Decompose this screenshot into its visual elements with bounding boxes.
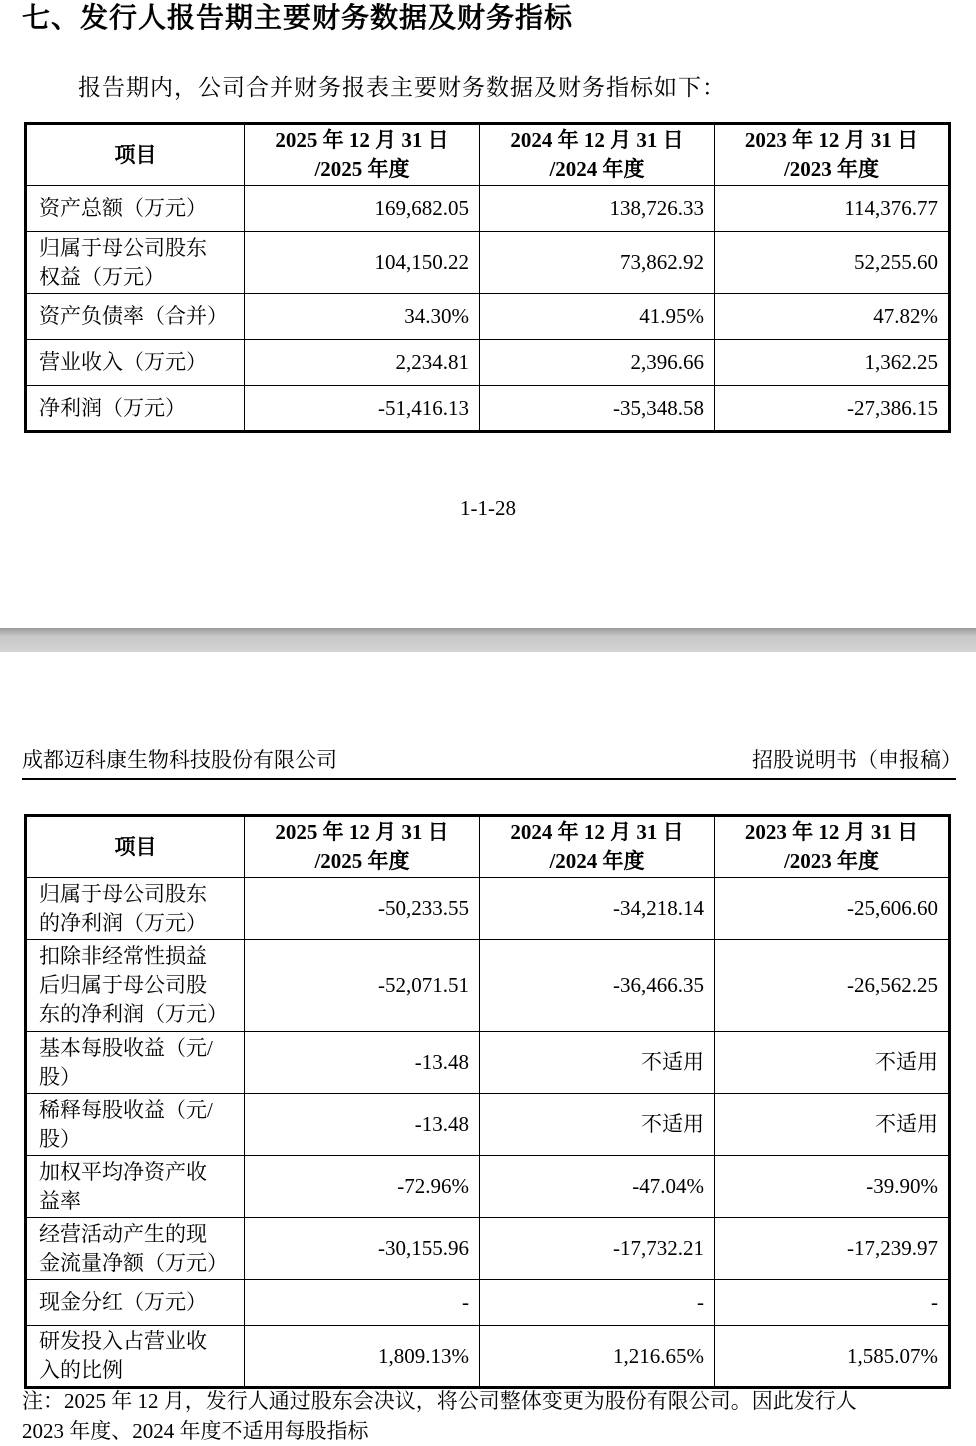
header-col-2024: 2024 年 12 月 31 日 /2024 年度: [480, 124, 715, 186]
header-item: 项目: [26, 124, 245, 186]
table-row: [26, 1280, 950, 1326]
row-value-2024: 2,396.66: [480, 340, 715, 386]
header-rule: [22, 778, 956, 780]
row-label: 归属于母公司股东 权益（万元）: [26, 232, 245, 294]
row-label: 资产负债率（合并）: [26, 294, 245, 340]
row-value-2025: -52,071.51: [245, 940, 480, 1032]
row-label: 研发投入占营业收 入的比例: [26, 1326, 245, 1388]
row-value-2025: 2,234.81: [245, 340, 480, 386]
row-value-2025: -: [245, 1280, 480, 1326]
row-value-2023: -: [715, 1280, 950, 1326]
header-col-2023: 2023 年 12 月 31 日 /2023 年度: [715, 124, 950, 186]
row-value-2025: 34.30%: [245, 294, 480, 340]
row-label: 加权平均净资产收 益率: [26, 1156, 245, 1218]
header-company-name: 成都迈科康生物科技股份有限公司: [22, 748, 337, 772]
row-label: 营业收入（万元）: [26, 340, 245, 386]
table-header-row: [26, 816, 950, 878]
row-value-2023: 47.82%: [715, 294, 950, 340]
table-row: [26, 1094, 950, 1156]
row-value-2023: 114,376.77: [715, 186, 950, 232]
row-value-2023: -25,606.60: [715, 878, 950, 940]
row-value-2025: -50,233.55: [245, 878, 480, 940]
row-value-2023: 52,255.60: [715, 232, 950, 294]
row-value-2023: 不适用: [715, 1094, 950, 1156]
page-number: 1-1-28: [460, 496, 516, 520]
row-value-2024: -: [480, 1280, 715, 1326]
row-value-2024: 不适用: [480, 1094, 715, 1156]
row-label: 稀释每股收益（元/ 股）: [26, 1094, 245, 1156]
table-row: [26, 386, 950, 432]
financial-table-part-2: [24, 814, 951, 1389]
table-row: [26, 1156, 950, 1218]
table-row: [26, 232, 950, 294]
row-value-2024: 73,862.92: [480, 232, 715, 294]
row-label: 现金分红（万元）: [26, 1280, 245, 1326]
row-value-2025: -13.48: [245, 1032, 480, 1094]
row-value-2024: -34,218.14: [480, 878, 715, 940]
row-value-2023: -26,562.25: [715, 940, 950, 1032]
table-row: [26, 186, 950, 232]
row-value-2024: 不适用: [480, 1032, 715, 1094]
row-label: 净利润（万元）: [26, 386, 245, 432]
intro-text: 报告期内，公司合并财务报表主要财务数据及财务指标如下：: [78, 75, 726, 100]
header-doc-type: 招股说明书（申报稿）: [752, 748, 962, 772]
table-row: [26, 878, 950, 940]
table-header-row: [26, 124, 950, 186]
header-col-2024: 2024 年 12 月 31 日 /2024 年度: [480, 816, 715, 878]
row-value-2025: -51,416.13: [245, 386, 480, 432]
row-label: 经营活动产生的现 金流量净额（万元）: [26, 1218, 245, 1280]
row-value-2025: 1,809.13%: [245, 1326, 480, 1388]
row-value-2024: 138,726.33: [480, 186, 715, 232]
row-label: 扣除非经常性损益 后归属于母公司股 东的净利润（万元）: [26, 940, 245, 1032]
row-value-2025: -30,155.96: [245, 1218, 480, 1280]
row-value-2025: -72.96%: [245, 1156, 480, 1218]
section-title: 七、发行人报告期主要财务数据及财务指标: [22, 1, 574, 34]
row-value-2024: -36,466.35: [480, 940, 715, 1032]
header-col-2023: 2023 年 12 月 31 日 /2023 年度: [715, 816, 950, 878]
row-value-2023: -39.90%: [715, 1156, 950, 1218]
header-col-2025: 2025 年 12 月 31 日 /2025 年度: [245, 816, 480, 878]
row-value-2024: -17,732.21: [480, 1218, 715, 1280]
table-row: [26, 1218, 950, 1280]
row-label: 基本每股收益（元/ 股）: [26, 1032, 245, 1094]
header-col-2025: 2025 年 12 月 31 日 /2025 年度: [245, 124, 480, 186]
row-value-2024: 41.95%: [480, 294, 715, 340]
row-value-2024: 1,216.65%: [480, 1326, 715, 1388]
table-row: [26, 940, 950, 1032]
row-value-2023: -17,239.97: [715, 1218, 950, 1280]
row-value-2024: -47.04%: [480, 1156, 715, 1218]
row-value-2025: -13.48: [245, 1094, 480, 1156]
footnote: [22, 1386, 962, 1446]
row-label: 资产总额（万元）: [26, 186, 245, 232]
row-value-2024: -35,348.58: [480, 386, 715, 432]
footnote-line-1: 注：2025 年 12 月，发行人通过股东会决议，将公司整体变更为股份有限公司。因此发行人: [22, 1389, 857, 1413]
page-break-divider: [0, 628, 976, 652]
row-value-2025: 104,150.22: [245, 232, 480, 294]
financial-table-part-1: [24, 122, 951, 433]
row-value-2023: 1,585.07%: [715, 1326, 950, 1388]
row-label: 归属于母公司股东 的净利润（万元）: [26, 878, 245, 940]
row-value-2023: -27,386.15: [715, 386, 950, 432]
footnote-line-2: 2023 年度、2024 年度不适用每股指标: [22, 1419, 369, 1443]
table-row: [26, 294, 950, 340]
table-row: [26, 340, 950, 386]
table-row: [26, 1326, 950, 1388]
row-value-2023: 不适用: [715, 1032, 950, 1094]
table-row: [26, 1032, 950, 1094]
row-value-2025: 169,682.05: [245, 186, 480, 232]
row-value-2023: 1,362.25: [715, 340, 950, 386]
header-item: 项目: [26, 816, 245, 878]
